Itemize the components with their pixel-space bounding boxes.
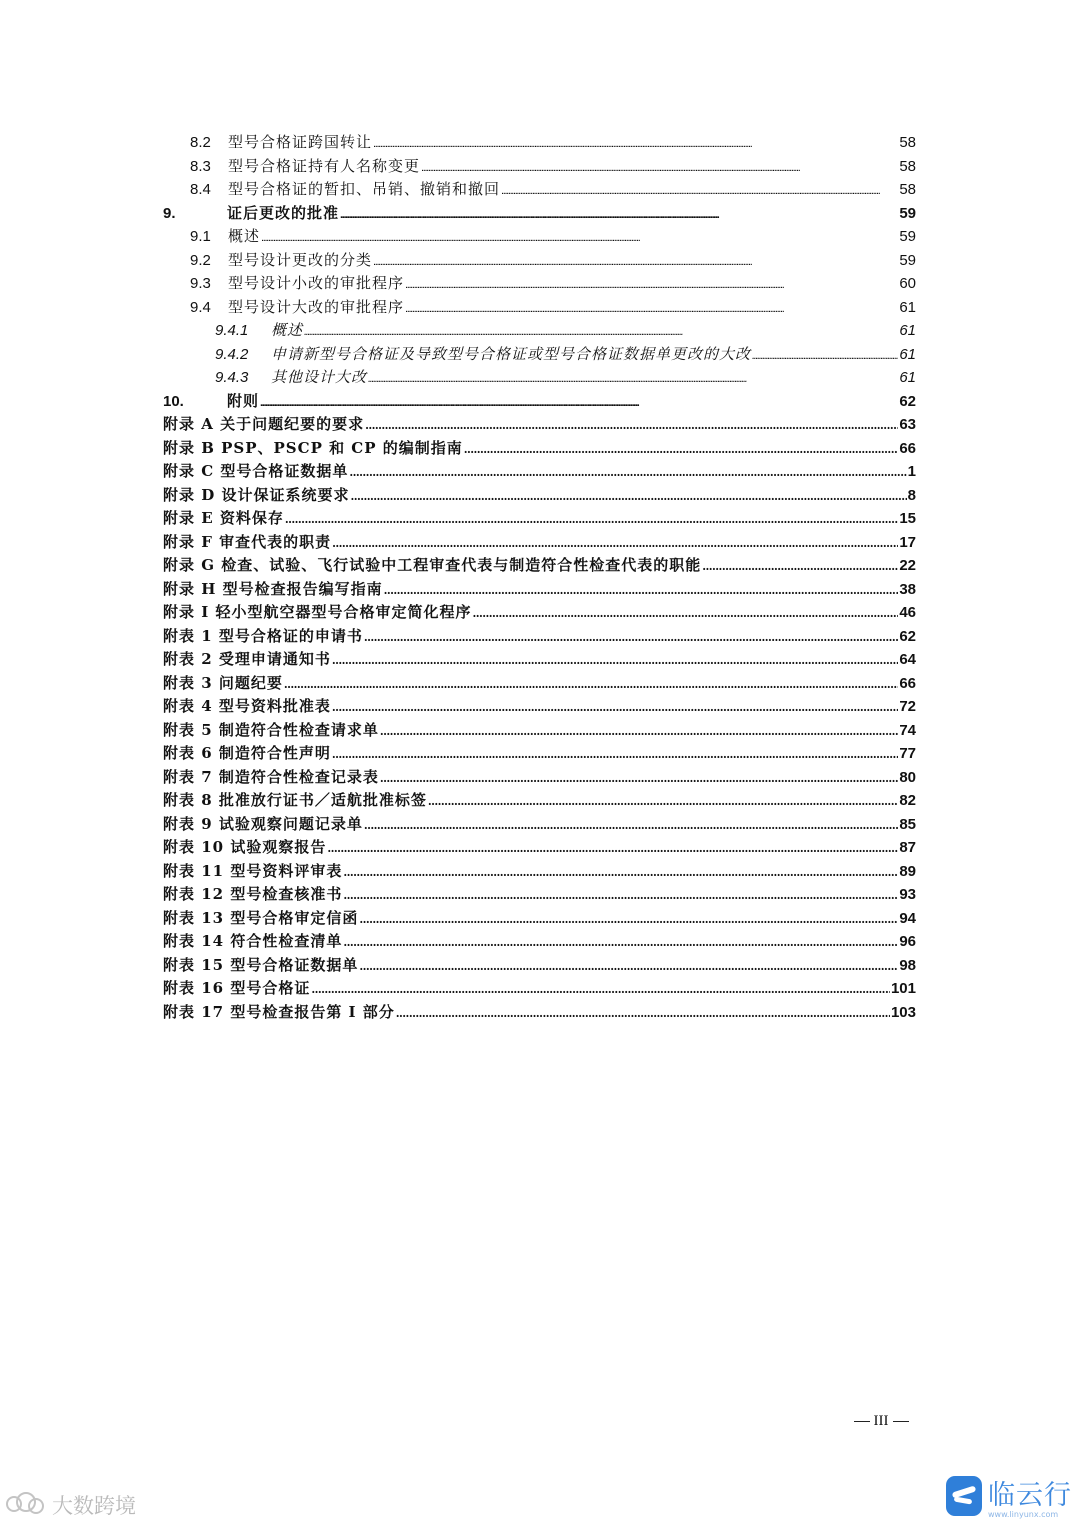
toc-dot-leader [396,1001,890,1026]
toc-entry[interactable] [163,601,916,625]
toc-dot-leader [364,813,898,838]
toc-dot-leader [285,507,898,532]
toc-entry-page: 59 [899,251,916,269]
toc-dot-leader [332,531,898,556]
toc-entry[interactable] [163,390,916,414]
toc-dot-leader [384,578,899,603]
toc-dot-leader [343,930,898,955]
toc-entry-number: 9.4.1 [215,322,249,339]
toc-entry[interactable] [163,343,916,367]
toc-entry-number: 10. [163,392,184,410]
toc-entry-title: 附表 4 型号资料批准表 [163,697,331,715]
watermark-logo-icon [6,1492,46,1518]
toc-entry[interactable] [163,672,916,696]
toc-dot-leader [464,437,899,462]
toc-entry-title: 概述 [228,228,261,245]
toc-entry-page: 77 [899,745,916,762]
toc-entry-title: 附表 14 符合性检查清单 [163,932,343,950]
toc-dot-leader [284,672,898,697]
toc-entry-page: 72 [899,698,916,715]
toc-dot-leader [380,766,898,791]
toc-entry[interactable] [163,413,916,437]
toc-entry-page: 58 [899,157,916,175]
toc-entry-title: 证后更改的批准 [227,204,340,222]
toc-entry[interactable] [163,507,916,531]
watermark-left [6,1488,136,1522]
toc-entry-title: 型号合格证的暂扣、吊销、撤销和撤回 [228,181,501,198]
toc-entry-title: 附表 2 受理申请通知书 [163,650,331,668]
toc-entry[interactable] [163,742,916,766]
toc-dot-leader [332,648,898,673]
table-of-contents [163,131,916,1024]
toc-entry[interactable] [163,202,916,226]
toc-entry-page: 58 [899,181,916,198]
toc-entry-page: 87 [899,839,916,856]
toc-dot-leader [350,484,906,509]
toc-entry-page: 60 [899,275,916,292]
toc-entry-number: 9.1 [190,228,211,245]
toc-entry-title: 附录 E 资料保存 [163,509,284,527]
toc-entry-title: 附表 15 型号合格证数据单 [163,955,359,974]
toc-entry[interactable] [163,930,916,954]
toc-entry[interactable] [163,789,916,813]
toc-entry-title: 型号合格证持有人名称变更 [228,157,421,175]
toc-entry[interactable] [163,366,916,390]
toc-dot-leader [501,178,898,204]
toc-entry-title: 附表 12 型号检查核准书 [163,885,343,903]
toc-entry-page: 62 [899,627,916,645]
toc-entry[interactable] [163,296,916,320]
footer-dash-right [893,1421,909,1422]
toc-entry[interactable] [163,954,916,978]
toc-entry-page: 85 [899,815,916,833]
toc-entry[interactable] [163,531,916,555]
toc-entry[interactable] [163,719,916,743]
watermark-right [946,1470,1072,1522]
toc-entry-title: 附表 1 型号合格证的申请书 [163,626,363,645]
toc-dot-leader [428,789,898,814]
toc-entry[interactable] [163,883,916,907]
toc-dot-leader [368,366,898,392]
toc-entry[interactable] [163,131,916,155]
toc-entry-title: 附录 C 型号合格证数据单 [163,462,349,480]
toc-entry-page: 89 [899,862,916,880]
page-number: III [873,1413,889,1429]
toc-entry-page: 59 [899,204,916,222]
toc-dot-leader [343,883,898,908]
toc-entry[interactable] [163,625,916,649]
toc-entry[interactable] [163,860,916,884]
toc-entry-page: 58 [899,134,916,151]
toc-dot-leader [343,860,898,885]
toc-entry-page: 94 [899,909,916,927]
toc-entry-number: 9.2 [190,251,211,269]
toc-entry-page: 82 [899,792,916,809]
toc-entry-title: 型号设计更改的分类 [228,251,373,269]
toc-entry-title: 附录 H 型号检查报告编写指南 [163,579,383,598]
toc-dot-leader [405,272,898,298]
toc-entry-page: 103 [890,1003,916,1021]
toc-entry-title: 附录 A 关于问题纪要的要求 [163,415,365,433]
toc-entry-title: 型号设计大改的审批程序 [228,298,405,316]
toc-entry-page: 98 [899,956,916,974]
toc-entry[interactable] [163,249,916,273]
toc-entry-page: 61 [899,322,916,339]
toc-entry[interactable] [163,272,916,296]
toc-entry[interactable] [163,813,916,837]
toc-dot-leader [365,413,898,438]
toc-entry-title: 附表 3 问题纪要 [163,673,283,692]
toc-entry[interactable] [163,554,916,578]
toc-entry[interactable] [163,460,916,484]
toc-entry-title: 附则 [227,392,260,410]
watermark-left-text: 大数跨境 [52,1494,136,1518]
toc-entry-title: 概述 [271,322,304,339]
watermark-brand-url: www.linyunx.com [988,1510,1059,1519]
toc-entry[interactable] [163,484,916,508]
toc-dot-leader [332,695,898,720]
footer-dash-left [854,1421,870,1422]
toc-entry-title: 附录 I 轻小型航空器型号合格审定简化程序 [163,603,472,621]
toc-entry-page: 38 [899,580,916,598]
toc-dot-leader [702,554,898,579]
toc-entry-page: 61 [899,345,916,363]
toc-entry-title: 附表 13 型号合格审定信函 [163,908,359,927]
toc-dot-leader [311,977,890,1002]
toc-entry-page: 61 [899,298,916,316]
toc-entry[interactable] [163,766,916,790]
toc-entry-page: 63 [899,416,916,433]
toc-dot-leader [261,225,898,251]
toc-entry-page: 66 [899,674,916,692]
toc-entry-page: 15 [899,510,916,527]
toc-entry-title: 附表 10 试验观察报告 [163,838,327,856]
toc-entry-page: 22 [899,557,916,574]
toc-entry[interactable] [163,907,916,931]
page-footer [846,1413,916,1430]
toc-dot-leader [373,249,898,275]
watermark-brand-name: 临云行 [988,1480,1072,1511]
toc-entry-number: 8.2 [190,134,211,151]
toc-entry-title: 申请新型号合格证及导致型号合格证或型号合格证数据单更改的大改 [271,345,752,363]
toc-entry-number: 9.3 [190,275,211,292]
toc-entry-number: 8.3 [190,157,211,175]
toc-entry[interactable] [163,578,916,602]
toc-entry-title: 附录 D 设计保证系统要求 [163,485,350,504]
toc-entry[interactable] [163,155,916,179]
toc-entry-title: 其他设计大改 [271,369,368,386]
toc-entry-title: 附表 11 型号资料评审表 [163,861,343,880]
toc-entry-page: 96 [899,933,916,950]
toc-entry[interactable] [163,319,916,343]
toc-entry[interactable] [163,225,916,249]
toc-entry-title: 型号设计小改的审批程序 [228,275,405,292]
toc-dot-leader [752,343,898,369]
toc-entry-title: 附表 9 试验观察问题记录单 [163,814,363,833]
toc-entry[interactable] [163,648,916,672]
toc-entry-page: 8 [907,486,916,504]
toc-entry-number: 9. [163,204,176,222]
toc-entry-number: 9.4.3 [215,369,249,386]
toc-entry-page: 61 [899,369,916,386]
toc-entry-title: 附表 7 制造符合性检查记录表 [163,767,379,786]
toc-entry-page: 74 [899,721,916,739]
toc-dot-leader [332,742,898,767]
toc-entry-page: 62 [899,392,916,410]
toc-entry-title: 附录 G 检查、试验、飞行试验中工程审查代表与制造符合性检查代表的职能 [163,556,702,574]
toc-entry[interactable] [163,977,916,1001]
toc-dot-leader [380,719,898,744]
toc-entry-title: 附表 5 制造符合性检查请求单 [163,720,379,739]
toc-entry[interactable] [163,437,916,461]
toc-entry-number: 8.4 [190,181,211,198]
toc-entry-page: 66 [899,439,916,457]
toc-entry-number: 9.4.2 [215,345,249,363]
toc-entry[interactable] [163,1001,916,1025]
toc-dot-leader [359,954,898,979]
toc-dot-leader [340,202,898,228]
toc-entry-title: 附表 8 批准放行证书／适航批准标签 [163,791,427,809]
toc-dot-leader [421,155,898,181]
toc-entry-title: 附录 F 审查代表的职责 [163,532,332,551]
toc-dot-leader [260,390,898,416]
toc-dot-leader [304,319,898,345]
toc-entry-page: 80 [899,768,916,786]
toc-entry-title: 附表 6 制造符合性声明 [163,744,331,762]
toc-dot-leader [472,601,898,626]
toc-dot-leader [349,460,906,485]
toc-entry-page: 1 [907,463,916,480]
toc-entry-title: 附录 B PSP、PSCP 和 CP 的编制指南 [163,438,463,457]
toc-entry-page: 64 [899,651,916,668]
toc-entry-title: 附表 16 型号合格证 [163,979,311,997]
toc-entry[interactable] [163,178,916,202]
toc-dot-leader [373,131,898,157]
toc-entry-number: 9.4 [190,298,211,316]
toc-entry-page: 17 [899,533,916,551]
toc-dot-leader [327,836,898,861]
airplane-logo-icon [946,1476,982,1516]
toc-dot-leader [364,625,898,650]
toc-entry-page: 46 [899,604,916,621]
toc-entry-page: 93 [899,886,916,903]
toc-dot-leader [359,907,898,932]
toc-dot-leader [405,296,898,322]
toc-entry[interactable] [163,836,916,860]
toc-entry-page: 59 [899,228,916,245]
toc-entry-title: 型号合格证跨国转让 [228,134,373,151]
toc-entry[interactable] [163,695,916,719]
toc-entry-title: 附表 17 型号检查报告第 I 部分 [163,1002,395,1021]
toc-entry-page: 101 [890,980,916,997]
